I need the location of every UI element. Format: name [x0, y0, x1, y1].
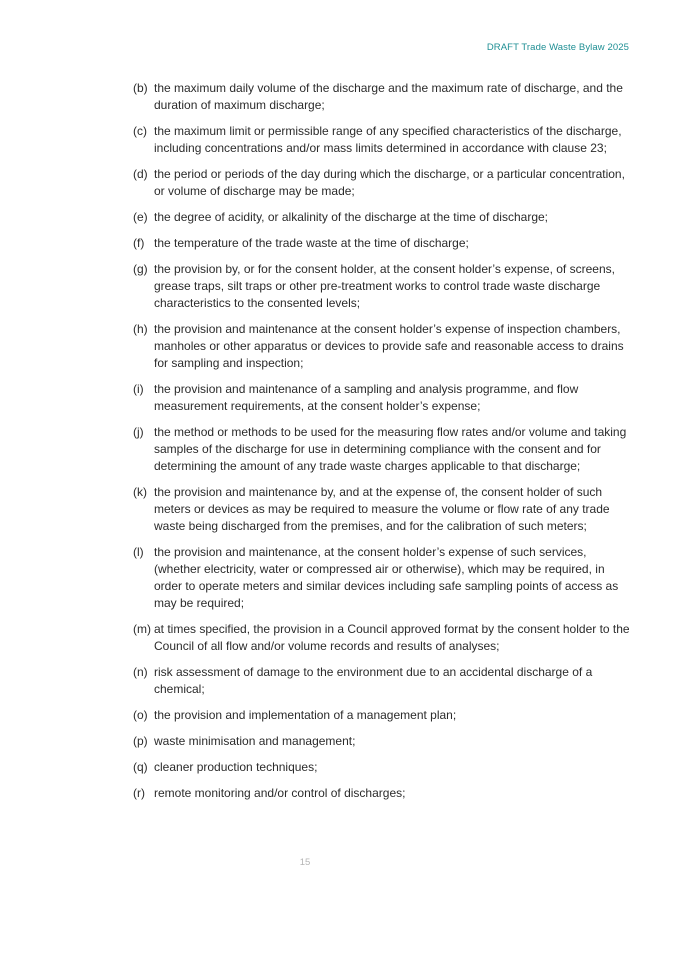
clause-item: [133, 484, 633, 535]
clause-label: (b): [133, 81, 148, 95]
clause-text: remote monitoring and/or control of discharges;: [154, 786, 406, 800]
clause-text: the method or methods to be used for the measuring flow rates and/or volume and taking samples of the discharge for use in determining compliance with the consent and for determining the amount of any trade waste charges applicable to that discharge;: [154, 425, 627, 473]
clause-text: the provision and maintenance at the consent holder’s expense of inspection chambers, manholes or other apparatus or devices to provide safe and reasonable access to drains for sampling and inspection;: [154, 322, 624, 370]
clause-text: at times specified, the provision in a Council approved format by the consent holder to the Council of all flow and/or volume records and results of analyses;: [154, 622, 630, 653]
clause-text: risk assessment of damage to the environment due to an accidental discharge of a chemical;: [154, 665, 593, 696]
clause-text: the provision and maintenance of a sampling and analysis programme, and flow measurement requirements, at the consent holder’s expense;: [154, 382, 579, 413]
clause-label: (k): [133, 485, 147, 499]
clause-label: (p): [133, 734, 148, 748]
clause-item: [133, 321, 633, 372]
page-number: 15: [299, 857, 311, 868]
clause-label: (e): [133, 210, 148, 224]
clause-label: (n): [133, 665, 148, 679]
clause-item: [133, 544, 633, 612]
clause-text: waste minimisation and management;: [154, 734, 356, 748]
clause-item: [133, 664, 633, 698]
clause-item: [133, 261, 633, 312]
clause-item: [133, 166, 633, 200]
clause-item: [133, 785, 633, 802]
clause-item: [133, 621, 633, 655]
clause-text: the period or periods of the day during which the discharge, or a particular concentration, or volume of discharge may be made;: [154, 167, 625, 198]
clause-text: the provision and implementation of a management plan;: [154, 708, 457, 722]
clause-label: (q): [133, 760, 148, 774]
clause-text: cleaner production techniques;: [154, 760, 318, 774]
clause-text: the degree of acidity, or alkalinity of the discharge at the time of discharge;: [154, 210, 548, 224]
clause-item: [133, 123, 633, 157]
clause-item: [133, 707, 633, 724]
clause-label: (h): [133, 322, 148, 336]
clause-list: [133, 80, 633, 811]
clause-label: (c): [133, 124, 147, 138]
clause-item: [133, 424, 633, 475]
clause-text: the maximum daily volume of the discharge and the maximum rate of discharge, and the duration of maximum discharge;: [154, 81, 623, 112]
clause-label: (f): [133, 236, 145, 250]
clause-label: (l): [133, 545, 144, 559]
clause-text: the provision and maintenance by, and at the expense of, the consent holder of such meters or devices as may be required to measure the volume or flow rate of any trade waste being discharged from the premises, and for the calibration of such meters;: [154, 485, 610, 533]
document-header-title: DRAFT Trade Waste Bylaw 2025: [486, 42, 629, 53]
clause-label: (g): [133, 262, 148, 276]
clause-item: [133, 80, 633, 114]
clause-label: (o): [133, 708, 148, 722]
clause-label: (d): [133, 167, 148, 181]
clause-item: [133, 235, 633, 252]
clause-text: the provision and maintenance, at the consent holder’s expense of such services, (whether electricity, water or compressed air or otherwise), which may be required, in order to operate meters and similar devices including safe sampling points of access as may be required;: [154, 545, 619, 610]
clause-label: (r): [133, 786, 145, 800]
clause-text: the provision by, or for the consent holder, at the consent holder’s expense, of screens, grease traps, silt traps or other pre-treatment works to control trade waste discharge characteristics to the consented levels;: [154, 262, 615, 310]
clause-text: the maximum limit or permissible range of any specified characteristics of the discharge, including concentrations and/or mass limits determined in accordance with clause 23;: [154, 124, 622, 155]
clause-item: [133, 733, 633, 750]
clause-label: (m): [133, 622, 151, 636]
clause-item: [133, 381, 633, 415]
clause-label: (i): [133, 382, 144, 396]
clause-item: [133, 209, 633, 226]
clause-label: (j): [133, 425, 144, 439]
clause-text: the temperature of the trade waste at the time of discharge;: [154, 236, 469, 250]
clause-item: [133, 759, 633, 776]
